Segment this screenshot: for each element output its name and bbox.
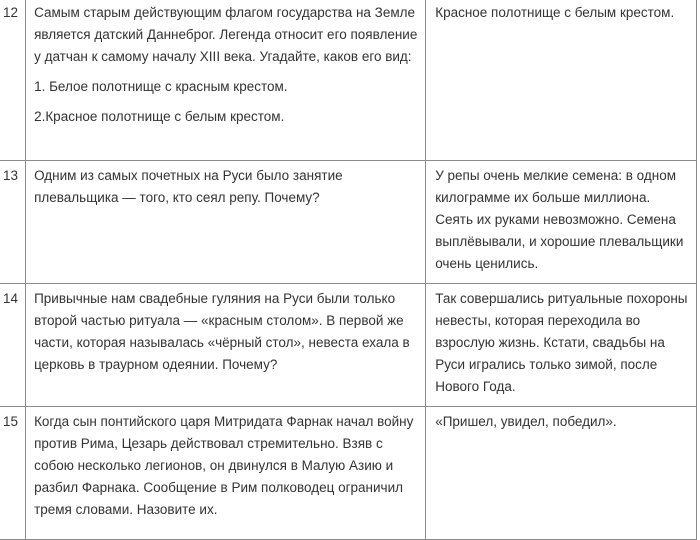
answer-cell (426, 407, 697, 540)
answer-cell (426, 161, 697, 284)
question-cell (26, 407, 426, 540)
table-row (0, 161, 697, 284)
row-number: 14 (3, 291, 19, 306)
answer-cell (426, 0, 697, 161)
row-number-cell (0, 161, 26, 284)
answer-text: У репы очень мелкие семена: в одном килограмме их больше миллиона. Сеять их руками невозможно. Семена выплёвывали, и хорошие плевальщики очень ценились. (435, 168, 684, 271)
answer-text: Так совершались ритуальные похороны невесты, которая переходила во взрослую жизнь. Кстати, свадьбы на Руси игрались только зимой, после Нового Года. (435, 291, 688, 394)
answer-option: 1. Белое полотнище с красным крестом. (34, 79, 288, 94)
row-number: 13 (3, 168, 19, 183)
table-row (0, 0, 697, 161)
row-number-cell (0, 407, 26, 540)
question-text: Одним из самых почетных на Руси было занятие плевальщика — того, кто сеял репу. Почему? (34, 168, 343, 205)
row-number: 12 (3, 5, 19, 20)
question-cell (26, 284, 426, 407)
table-row (0, 284, 697, 407)
question-cell (26, 161, 426, 284)
row-number-cell (0, 0, 26, 161)
question-text: Привычные нам свадебные гуляния на Руси были только второй частью ритуала — «красным столом». В первой же части, которая называлась «чёрный стол», невеста ехала в церковь в траурном одеянии. Почему? (34, 291, 410, 372)
answer-text: Красное полотнище с белым крестом. (435, 5, 675, 20)
answer-text: «Пришел, увидел, победил». (435, 414, 617, 429)
question-text: Когда сын понтийского царя Митридата Фарнак начал войну против Рима, Цезарь действовал стремительно. Взяв с собою несколько легионов, он двинулся в Малую Азию и разбил Фарнака. Сообщение в Рим полководец ограничил тремя словами. Назовите их. (34, 414, 414, 517)
row-number-cell (0, 284, 26, 407)
answer-cell (426, 284, 697, 407)
question-text: Самым старым действующим флагом государства на Земле является датский Даннеброг. Легенда относит его появление у датчан к самому началу XIII века. Угадайте, каков его вид: (34, 5, 418, 64)
table-row (0, 407, 697, 540)
question-cell (26, 0, 426, 161)
answer-option: 2.Красное полотнище с белым крестом. (34, 109, 285, 124)
row-number: 15 (3, 414, 19, 429)
